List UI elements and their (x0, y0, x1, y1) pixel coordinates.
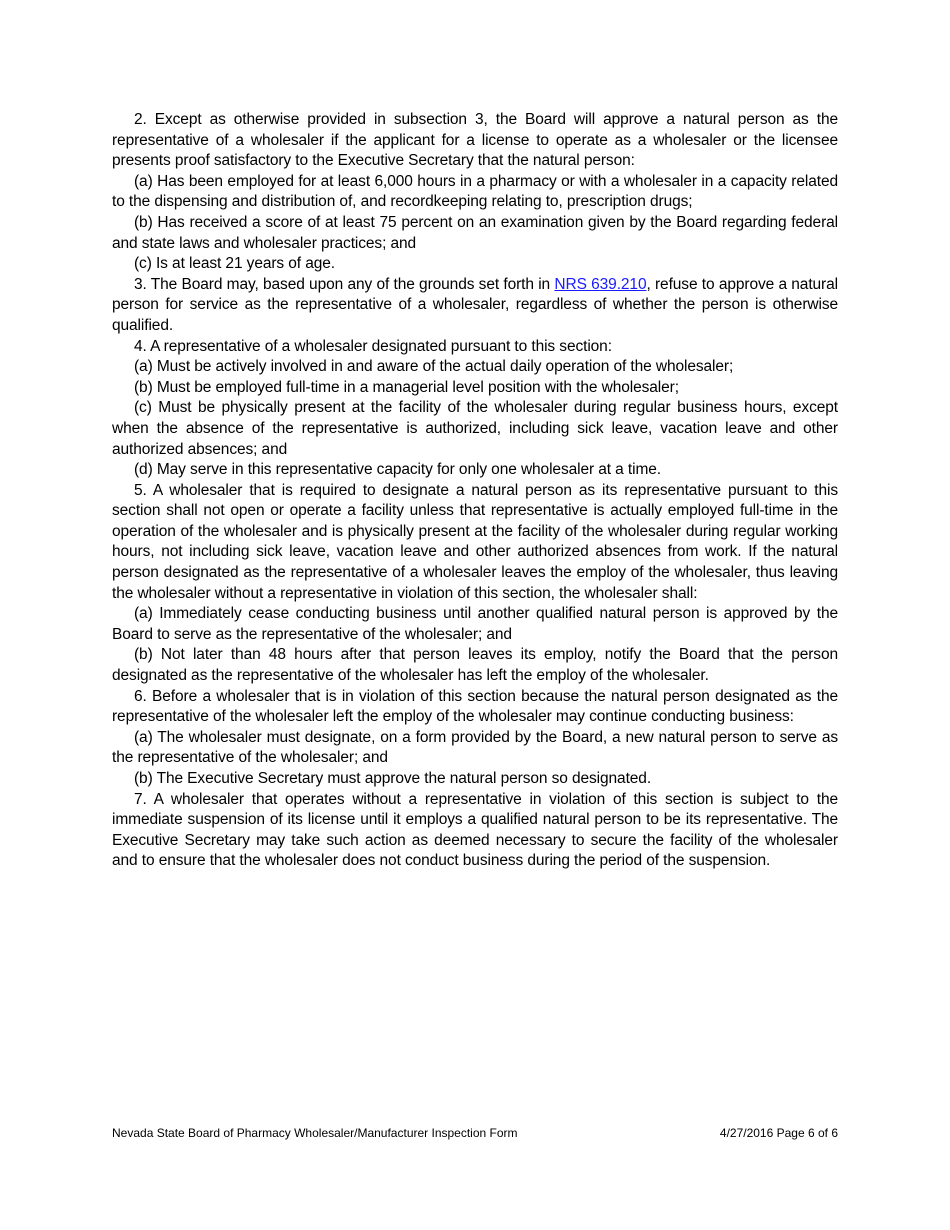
paragraph-5a: (a) Immediately cease conducting business until another qualified natural person is approved by the Board to serve as the representative of the wholesaler; and (112, 605, 838, 643)
footer-form-title: Nevada State Board of Pharmacy Wholesaler/Manufacturer Inspection Form (112, 1126, 518, 1140)
paragraph-2: 2. Except as otherwise provided in subsection 3, the Board will approve a natural person as the representative of a wholesaler if the applicant for a license to operate as a wholesaler or the licensee presents proof satisfactory to the Executive Secretary that the natural person: (112, 111, 838, 170)
paragraph-3 (112, 275, 838, 337)
paragraph-4: 4. A representative of a wholesaler designated pursuant to this section: (134, 337, 612, 355)
document-body (112, 110, 838, 872)
paragraph-6: 6. Before a wholesaler that is in violation of this section because the natural person designated as the representative of the wholesaler left the employ of the wholesaler may continue conducting business: (112, 687, 838, 726)
paragraph-6b: (b) The Executive Secretary must approve the natural person so designated. (134, 770, 652, 787)
paragraph-3-text-start: 3. The Board may, based upon any of the grounds set forth in (134, 275, 555, 293)
paragraph-7: 7. A wholesaler that operates without a representative in violation of this section is subject to the immediate suspension of its license until it employs a qualified natural person to be its representative. The Executive Secretary may take such action as deemed necessary to secure the facility of the wholesaler and to ensure that the wholesaler does not conduct business during the period of the suspension. (112, 790, 838, 870)
paragraph-4c: (c) Must be physically present at the facility of the wholesaler during regular business hours, except when the absence of the representative is authorized, including sick leave, vacation leave and other authorized absences; and (112, 399, 838, 458)
paragraph-3-text-end: , refuse to approve a natural person for service as the representative of a wholesaler, regardless of whether the person is otherwise qualified. (112, 275, 838, 334)
paragraph-2a: (a) Has been employed for at least 6,000 hours in a pharmacy or with a wholesaler in a capacity related to the dispensing and distribution of, and recordkeeping relating to, prescription drugs; (112, 172, 838, 211)
footer-date-page: 4/27/2016 Page 6 of 6 (719, 1126, 838, 1140)
paragraph-4d: (d) May serve in this representative capacity for only one wholesaler at a time. (134, 461, 661, 479)
nrs-639-210-link[interactable]: NRS 639.210 (554, 275, 647, 293)
paragraph-6a: (a) The wholesaler must designate, on a form provided by the Board, a new natural person to serve as the representative of the wholesaler; and (112, 728, 838, 767)
paragraph-4b: (b) Must be employed full-time in a managerial level position with the wholesaler; (134, 378, 679, 396)
page-footer (112, 1126, 838, 1140)
paragraph-4a: (a) Must be actively involved in and aware of the actual daily operation of the wholesaler; (134, 358, 734, 376)
paragraph-2c: (c) Is at least 21 years of age. (134, 255, 335, 273)
paragraph-5: 5. A wholesaler that is required to designate a natural person as its representative pursuant to this section shall not open or operate a facility unless that representative is actually employed full-time in the operation of the wholesaler and is physically present at the facility of the wholesaler during regular working hours, not including sick leave, vacation leave and other authorized absences from work. If the natural person designated as the representative of a wholesaler leaves the employ of the wholesaler, thus leaving the wholesaler without a representative in violation of this section, the wholesaler shall: (112, 481, 838, 602)
paragraph-2b: (b) Has received a score of at least 75 percent on an examination given by the Board regarding federal and state laws and wholesaler practices; and (112, 213, 838, 252)
paragraph-5b: (b) Not later than 48 hours after that person leaves its employ, notify the Board that the person designated as the representative of the wholesaler has left the employ of the wholesaler. (112, 646, 838, 685)
